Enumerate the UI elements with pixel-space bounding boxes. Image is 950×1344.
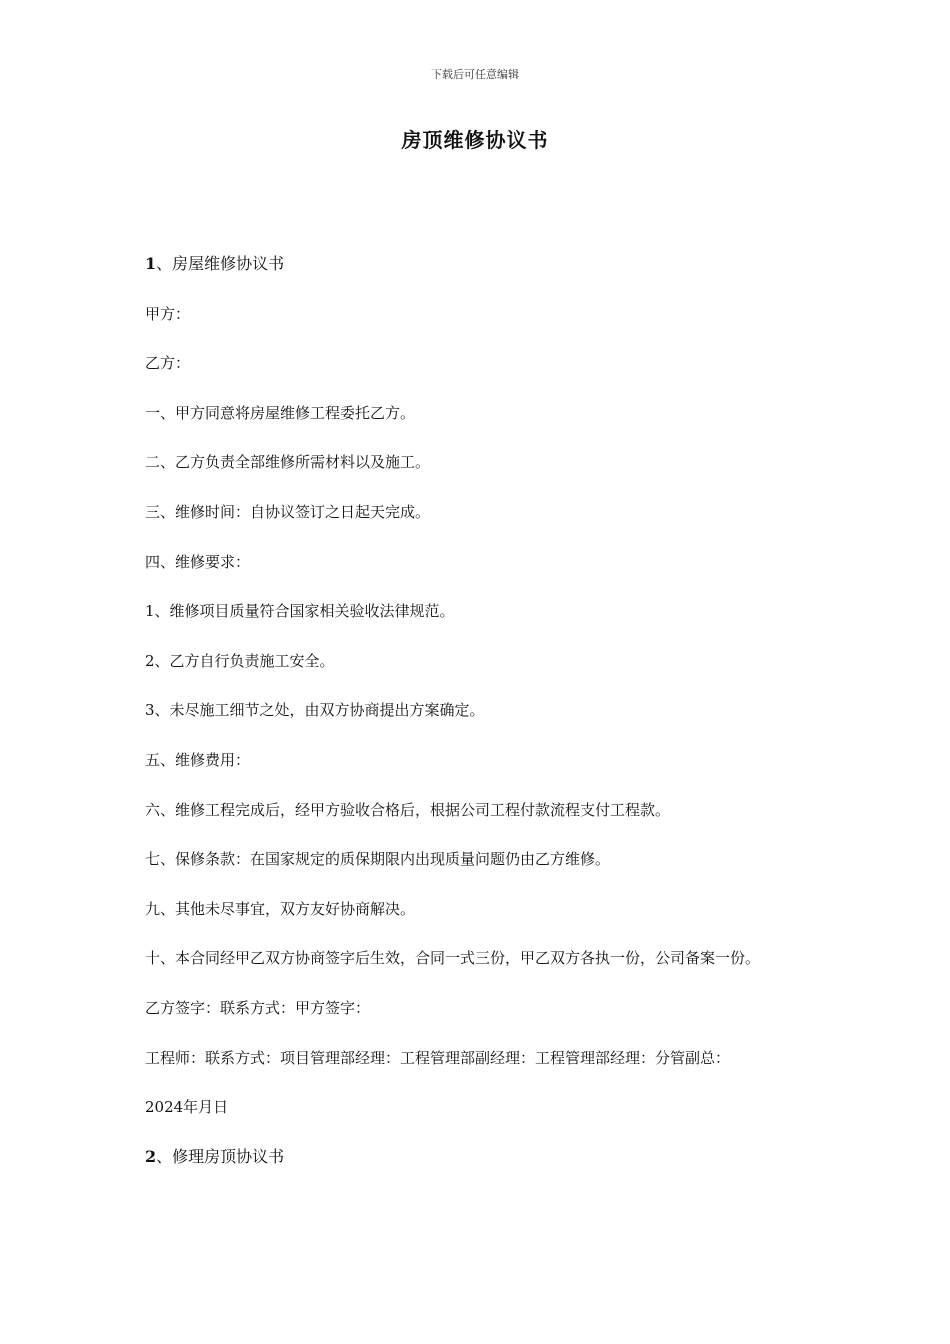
clause-5: 五、维修费用： [145, 750, 251, 769]
section-title: 房屋维修协议书 [172, 254, 285, 273]
document-title: 房顶维修协议书 [401, 128, 549, 152]
requirement-3: 3、未尽施工细节之处，由双方协商提出方案确定。 [145, 701, 485, 720]
date-line: 2024年月日 [145, 1098, 229, 1117]
clause-1: 一、甲方同意将房屋维修工程委托乙方。 [145, 403, 416, 422]
section-heading-1 [145, 252, 805, 276]
section-separator: 、 [156, 254, 173, 273]
clause-7: 七、保修条款：在国家规定的质保期限内出现质量问题仍由乙方维修。 [145, 850, 611, 869]
section-number: 2 [145, 1146, 157, 1166]
section-number: 1 [145, 254, 157, 273]
requirement-1: 1、维修项目质量符合国家相关验收法律规范。 [145, 602, 455, 621]
document-body [145, 252, 805, 1194]
party-b-line: 乙方： [145, 354, 191, 373]
signature-line: 乙方签字：联系方式：甲方签字： [145, 998, 371, 1017]
requirement-2: 2、乙方自行负责施工安全。 [145, 651, 335, 670]
header-note: 下载后可任意编辑 [431, 68, 519, 81]
clause-3: 三、维修时间：自协议签订之日起天完成。 [145, 502, 431, 521]
clause-4: 四、维修要求： [145, 552, 251, 571]
clause-6: 六、维修工程完成后，经甲方验收合格后，根据公司工程付款流程支付工程款。 [145, 800, 671, 819]
party-a-line: 甲方： [145, 304, 191, 323]
clause-2: 二、乙方负责全部维修所需材料以及施工。 [145, 453, 431, 472]
section-title: 修理房顶协议书 [172, 1146, 285, 1166]
clause-9: 九、其他未尽事宜，双方友好协商解决。 [145, 899, 416, 918]
clause-10: 十、本合同经甲乙双方协商签字后生效，合同一式三份，甲乙双方各执一份，公司备案一份。 [145, 949, 761, 968]
approvers-line: 工程师：联系方式：项目管理部经理：工程管理部副经理：工程管理部经理：分管副总： [145, 1048, 731, 1067]
section-separator: 、 [156, 1146, 173, 1166]
section-heading-2 [145, 1145, 805, 1169]
